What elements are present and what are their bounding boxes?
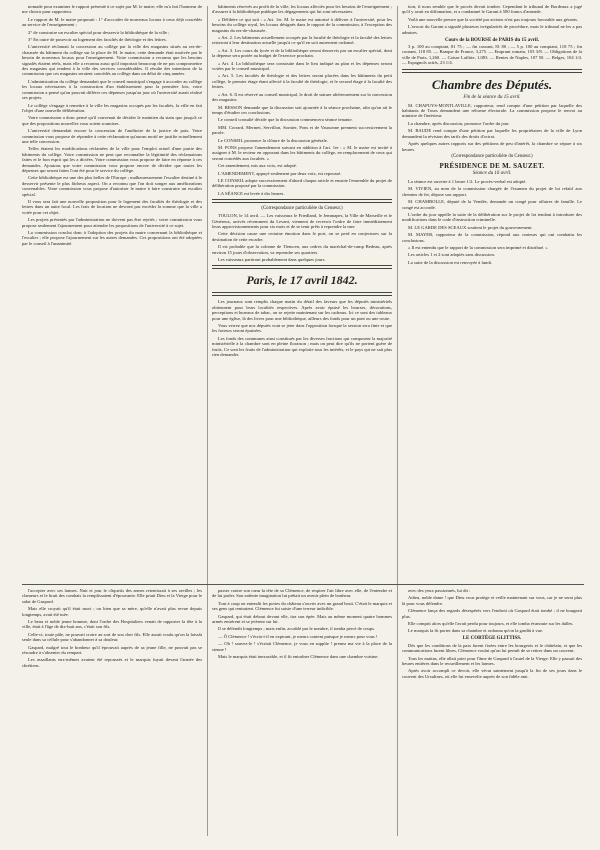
feuilleton-column-1	[22, 588, 202, 844]
article-paragraph: M. MAYER, rapporteur de la commission, répond aux orateurs qui ont combattu les conclusions.	[402, 232, 582, 243]
article-paragraph: L'université demandait encore la concession de l'auditoire de la justice de paix. Votre commission vous propose de répondre à cette réclamation qu'aucun motif ne justifie actuellement une telle concession.	[22, 128, 202, 144]
heading-rule	[212, 265, 392, 269]
article-paragraph: Le conseil consulté décide que la discussion commencera séance tenante.	[218, 117, 353, 123]
article-paragraph: TOULON, le 14 avril. — Les vaisseaux le Friedland, le Jemmapes, la Ville de Marseille et le Généreux, arrivés récemment du Levant, viennent de recevoir l'ordre de faire immédiatement leurs approvisionnements pour six mois et de se tenir prêts à reprendre la mer.	[212, 213, 392, 229]
article-paragraph: Les journaux sont remplis chaque matin du détail des faveurs que les députés ministériels obtiennent pour leurs localités respectives. Après avoir épuisé les bourses, décorations, perceptions et bureaux de tabac, on se rejette maintenant sur les cadeaux. Ici ce sont des tableaux pour une église, là des livres pour une bibliothèque, ailleurs des fonds pour un pont ou une route.	[212, 299, 392, 321]
article-paragraph: « Art. 4. La bibliothèque sera construite dans le lieu indiqué au plan et les dépenses seront votées par le conseil municipal.	[212, 60, 392, 72]
article-paragraph: « Il est entendu que le rapport de la commission sera imprimé et distribué. »	[408, 244, 548, 250]
dateline-city: Paris,	[246, 273, 276, 288]
article-paragraph: L'avocat du Garant a signalé plusieurs irrégularités de procédure, mais le tribunal ne les a pas admises.	[402, 24, 582, 35]
article-paragraph: L'administration du collège demandait que le conseil municipal s'engage à accorder au collège les locaux nécessaires à la construction d'un établissement pour la première fois, votre commission a pensé qu'on pouvait différer ces dépenses jusqu'au jour où l'université aurait réalisé ses projets.	[22, 78, 202, 101]
article-paragraph: avec des yeux passionnés, lui dit :	[408, 588, 471, 593]
article-paragraph: « Art. 6. Il est réservé au conseil municipal, le droit de statuer ultérieurement sur la concession des magasins.	[212, 91, 392, 103]
correspondence-heading: (Correspondance particulière du Censeur.)	[261, 206, 343, 212]
article-paragraph: — Oh ! sauvez-le ! s'écriait Clémence, je vous en supplie ! prenez ma vie à la place de la sienne !	[212, 641, 392, 652]
heading-rule	[402, 69, 582, 73]
article-paragraph: Le CONSEIL prononce la clôture de la discussion générale.	[218, 137, 328, 143]
article-paragraph: Il se défendit longtemps ; mais enfin, accablé par le nombre, il tomba percé de coups.	[218, 626, 375, 632]
article-paragraph: Clémence lança des regards désespérés vers l'endroit où Gaspard était tombé ; il ne bougeait plus.	[402, 608, 582, 619]
column-3	[402, 4, 582, 360]
article-paragraph: Le marquis la fit porter dans sa chambre et ordonna qu'on la gardât à vue.	[408, 628, 544, 634]
session-subtitle: Séance du 16 avril.	[472, 170, 512, 176]
article-paragraph: « Art. 5. Les facultés de théologie et des lettres seront placées dans les bâtiments du petit collège, le premier étage étant affecté à la faculté de théologie, et le second étage à la faculté des lettres.	[212, 73, 392, 90]
article-paragraph: Le collège s'engage à remettre à la ville les magasins occupés par les facultés, la ville en fait l'objet d'une nouvelle délibération.	[22, 102, 202, 113]
article-paragraph: Il est probable que la colonne de Tlemcen, aux ordres du maréchal-de-camp Bedeau, après environ 15 jours d'observation, va reprendre ses quartiers.	[212, 244, 392, 255]
article-paragraph: Adieu, noble dame ! que Dieu vous protège et veille maintenant sur vous, car je ne serai plus là pour vous défendre.	[402, 595, 582, 606]
article-paragraph: « Art. 2. Les bâtiments actuellement occupés par la faculté de théologie et la faculté des lettres resteront à leur destination actuelle jusqu'à ce qu'il en soit autrement ordonné.	[212, 35, 392, 46]
chamber-subtitle: Fin de la séance du 15 avril.	[463, 94, 521, 100]
article-paragraph: nomade pour examiner le rapport présenté à ce sujet par M. le maire; elle m'a fait l'honneur de me choisir pour rapporteur.	[22, 4, 202, 15]
article-paragraph: La chambre, après discussion, prononce l'ordre du jour.	[408, 120, 510, 126]
article-paragraph: Celle-ci, toute pâle, ne pouvait croire au sort de son cher fils. Elle aurait voulu qu'on la laissât seule dans sa cellule pour s'abandonner à sa douleur.	[22, 631, 202, 643]
article-paragraph: — Ô Clémence ! s'écria-t-il en expirant, je meurs content puisque je meurs pour vous !	[218, 633, 378, 639]
article-paragraph: LE CONSEIL adopte successivement d'abord chaque article et ensuite l'ensemble du projet de délibération proposé par la commission.	[212, 177, 392, 189]
bourse-heading: Cours de la BOURSE de PARIS du 15 avril.	[445, 38, 539, 44]
article-paragraph: « Art. 3. Les cours du lycée et de la bibliothèque seront desservis par un escalier spécial, dont la dépense sera portée au budget de l'exercice prochain.	[212, 47, 392, 59]
article-paragraph: « Délibère ce qui suit : « Art. 1er. M. le maire est autorisé à délivrer à l'université, pour les besoins du collège royal, les locaux désignés dans le rapport de la commission, à l'exception des magasins du rez-de-chaussée.	[212, 16, 392, 33]
article-paragraph: Cette bibliothèque est une des plus belles de l'Europe ; malheureusement l'escalier destiné à le desservir présente le plus fâcheux aspect. On a reconnu que l'on doit songer aux améliorations convenables. Votre commission vous propose d'autoriser le maire à faire construire un escalier spécial.	[22, 175, 202, 197]
article-paragraph: La suite de la discussion est renvoyée à lundi.	[408, 259, 493, 265]
article-paragraph: Votre commission a donc pensé qu'il convenait de décider le maintien du statu quo jusqu'à ce que des propositions nouvelles vous soient soumises.	[22, 115, 202, 126]
chamber-title: Chambre des Députés.	[431, 76, 553, 92]
article-paragraph: M. BESSON demande que la discussion soit ajournée à la séance prochaine, afin qu'on ait le temps d'étudier ces conclusions.	[212, 104, 392, 115]
article-paragraph: Cet amendement, mis aux voix, est adopté.	[218, 163, 297, 169]
article-paragraph: La commission conclut donc à l'adoption des projets du maire concernant la bibliothèque et l'escalier ; elle propose l'ajournement sur les autres demandes. Ces propositions ont été adoptées par le conseil à l'unanimité.	[22, 230, 202, 246]
article-paragraph: L'AMENDEMENT, appuyé seulement par deux voix, est repoussé.	[218, 170, 342, 176]
article-paragraph: Tous les matins, elle allait prier pour l'âme de Gaspard à l'autel de la Vierge. Elle y passait des heures entières dans le recueillement et les larmes.	[402, 655, 582, 667]
dateline-date: le 17 avril 1842.	[278, 273, 358, 288]
article-paragraph: Les projets présentés par l'administration ne doivent pas être rejetés ; votre commission vous propose seulement l'ajournement pour attendre les propositions de l'université à ce sujet.	[22, 217, 202, 228]
dateline-heading	[212, 273, 392, 288]
article-paragraph: Les fonds des communes ainsi constitués par les diverses fractions qui composent la majorité ministérielle à la chambre sont en pleine floraison ; mais on peut dire qu'ils ne portent guère de fruits. Ce sont les fruits de l'administration qui exploite tous les intérêts, et le pays qui ne sait plus rien demander.	[212, 335, 392, 358]
article-paragraph: M. PONS propose l'amendement suivant en addition à l'art. 1er : « M. le maire est invité à assigner à M. le recteur en opposant dans les bâtiments du collège, en remplacement de ceux qui seront concédés aux facultés. »	[212, 144, 392, 161]
article-paragraph: Gaspard, qui était debout devant elle, tira son épée. Mais au même moment quatre hommes armés entrèrent et se jetèrent sur lui.	[212, 613, 392, 625]
article-paragraph: 2° de construire un escalier spécial pour desservir la bibliothèque de la ville ;	[28, 29, 170, 35]
article-paragraph: Les articles 1 et 2 sont adoptés sans discussion.	[408, 252, 495, 258]
feuilleton-section-heading: LE CORTÈGE GLITTISS.	[462, 635, 522, 641]
article-paragraph: passer contre son cœur la tête de sa Clémence, de respirer l'air libre avec elle, de l'entendre et de lui parler. Son ardente imagination lui prêtait un avenir plein de bonheur.	[212, 588, 392, 599]
article-paragraph: M. CHAPUYS-MONTLAVILLE, rapporteur, rend compte d'une pétition par laquelle des habitants de Tours demandent une réforme électorale. La commission propose le renvoi au ministre de l'intérieur.	[402, 102, 582, 119]
article-paragraph: Vous verrez que nos députés vont se jeter dans l'opposition lorsque la session sera finie et que les faveurs seront épuisées.	[212, 323, 392, 334]
article-paragraph: M. VIVIEN, au nom de la commission chargée de l'examen du projet de loi relatif aux chemins de fer, dépose son rapport.	[402, 186, 582, 197]
article-paragraph: tion, il nous semble que le procès devait tomber. Cependant le tribunal de Bordeaux a jugé qu'il y avait eu diffamation, et a condamné le Garant à 500 francs d'amende.	[402, 4, 582, 15]
article-paragraph: Les assaillants eux-mêmes avaient été repoussés et le marquis fuyait devant l'armée des chrétiens.	[22, 657, 202, 668]
article-paragraph: Dès que les conditions de la paix furent fixées entre les bourgeois et le châtelain, et que les communications furent libres, Clémence voulut qu'on lui permît de se retirer dans un couvent.	[402, 642, 582, 654]
article-paragraph: Les vaisseaux partiront probablement dans quelques jours.	[218, 257, 326, 263]
column-2	[212, 4, 392, 360]
feuilleton-column-2	[212, 588, 392, 844]
article-paragraph: Le rapport de M. le maire proposait : 1° d'accorder de nouveaux locaux à ceux déjà concédés au service de l'enseignement ;	[22, 16, 202, 28]
column-1	[22, 4, 202, 360]
article-paragraph: LA SÉANCE est levée à dix heures.	[218, 190, 285, 196]
bourse-text: 3 p. 100 au comptant, 81 75 ; — fin courant, 81 80 ; — 5 p. 100 au comptant, 118 75 ; fin courant, 118 85. — Banque de France, 3,275. — Emprunt romain, 103 3/8. — Obligations de la ville de Paris, 1,260. — Caisse Laffitte, 1,083. — Rentes de Naples, 107 50. — Belges, 104 1/4. — Espagnols actifs, 23 1/4.	[402, 44, 582, 66]
session-title: PRÉSIDENCE DE M. SAUZET.	[439, 161, 545, 170]
article-paragraph: La séance est ouverte à 1 heure 1/2. Le procès-verbal est adopté.	[408, 178, 527, 184]
article-paragraph: Après quelques autres rapports sur des pétitions de peu d'intérêt, la chambre se sépare à six heures.	[402, 141, 582, 152]
article-paragraph: Mais le marquis était inexorable, et il fit entraîner Clémence dans une chambre voisine.	[218, 654, 379, 660]
article-paragraph: L'ordre du jour appelle la suite de la délibération sur le projet de loi tendant à introduire des modifications dans le code d'instruction criminelle.	[402, 211, 582, 223]
article-paragraph: M. LE GARDE DES SCEAUX soutient le projet du gouvernement.	[408, 224, 533, 230]
article-paragraph: Mais elle croyait qu'il était mort ; ou bien que sa mère, qu'elle n'avait plus revue depuis longtemps, avait été tuée.	[22, 606, 202, 617]
upper-columns	[22, 4, 584, 360]
article-paragraph: l'accepter avec ses larmes. Nuit et jour le cliquetis des armes retentissait à ses oreilles ; les clameurs et le bruit des combats la remplissaient d'épouvante. Elle priait Dieu et la Vierge pour le salut de Gaspard.	[22, 588, 202, 604]
article-paragraph: M. CHAMBOLLE, député de la Vendée, demande un congé pour affaires de famille. Le congé est accordé.	[402, 199, 582, 210]
article-paragraph: MM. Corrard, Mermet, Servillon, Sornier, Pons et de Vauxonne prennent successivement la parole.	[212, 124, 392, 136]
article-paragraph: Gaspard, malgré tout le bonheur qu'il éprouvait auprès de sa jeune fille, ne pouvait pas se résoudre à s'absenter du rempart.	[22, 644, 202, 656]
article-paragraph: Il vous sera fait une nouvelle proposition pour le logement des facultés de théologie et des lettres dans un autre local. Les frais de location ne devront pas excéder la somme que la ville a votée pour cet objet.	[22, 199, 202, 215]
session-correspondence-heading: (Correspondance particulière du Censeur.)	[451, 153, 533, 159]
article-paragraph: Elle comprit alors qu'elle l'avait perdu pour toujours, et elle tomba évanouie sur les dalles.	[408, 621, 574, 627]
article-paragraph: Après avoir accompli ce devoir, elle vécut saintement jusqu'à la fin de ses jours dans le couvent des Ursulines, où elle fut ensevelie auprès de son fidèle ami.	[402, 668, 582, 679]
article-paragraph: L'université réclamait la concession au collège par la ville des magasins situés au rez-de-chaussée du bâtiment du collège sur la place de M. le maire, cette demande était motivée par le besoin de nouveaux locaux pour l'enseignement. Votre commission a reconnu que les besoins signalés étaient réels, mais elle a reconnu aussi qu'il importait beaucoup de ne pas compromettre des magasins qui rendent à la ville des services considérables. Il résulte des intentions de la commission que ces magasins seraient concédés au collège dans un délai de cinq années.	[22, 44, 202, 77]
heading-rule	[212, 199, 392, 203]
article-paragraph: bâtiments réservés au profit de la ville, les locaux affectés pour les besoins de l'enseignement ; d'assurer à la bibliothèque publique les dégagements qui lui sont nécessaires.	[212, 4, 392, 15]
article-paragraph: Cette décision cause une certaine émotion dans le port, on se perd en conjectures sur la destination de cette escadre.	[212, 231, 392, 242]
article-paragraph: Tout à coup on entendit les portes du château s'ouvrir avec un grand bruit. C'était le marquis et ses gens qui rentraient. Clémence fut saisie d'une terreur indicible.	[212, 600, 392, 612]
article-paragraph: Le beau et noble jeune homme, dont l'ordre des Hospitaliers venait de rapporter la tête à la ville, était à l'âge de dix-huit ans, c'était son fils.	[22, 619, 202, 630]
article-paragraph: M. BAUDE rend compte d'une pétition par laquelle les propriétaires de la ville de Lyon demandent la révision des tarifs des droits d'octroi.	[402, 128, 582, 139]
feuilleton-column-3	[402, 588, 582, 844]
feuilleton-divider	[22, 584, 584, 585]
article-paragraph: 3° En outre de pourvoir au logement des facultés de théologie et des lettres.	[28, 37, 167, 43]
feuilleton-section	[22, 588, 584, 844]
article-paragraph: Voilà une nouvelle preuve que la société par actions n'est pas toujours favorable aux gérants.	[408, 16, 579, 22]
article-paragraph: Telles étaient les modifications réclamées de la ville pour l'emploi actuel d'une partie des bâtiments du collège. Votre commission ne peut que reconnaître la légitimité des réclamations faites et le bon esprit qui les a dictées. Votre commission vous propose de faire en réponse à ces demandes. Ajoutons que votre commission vous propose encore de décider que toutes les dépenses qui seront faites l'ont été pour le service du collège.	[22, 146, 202, 173]
heading-rule	[212, 292, 392, 296]
